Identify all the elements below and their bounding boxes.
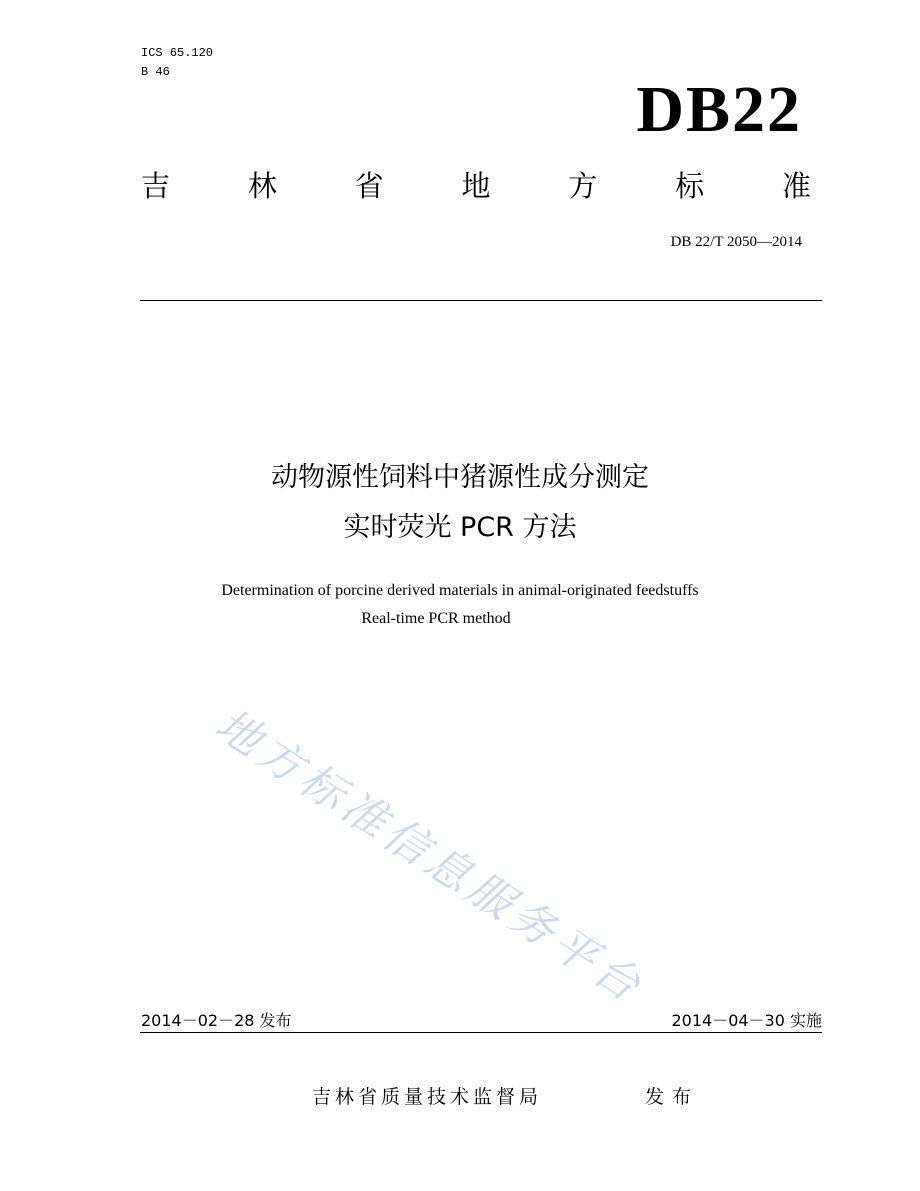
heading-char: 吉 [141, 169, 171, 203]
heading-char: 准 [781, 169, 811, 203]
heading-char: 标 [675, 169, 705, 203]
watermark-text: 地方标准信息服务平台 [206, 699, 654, 1015]
bottom-divider [140, 1032, 822, 1033]
title-en-line2: Real-time PCR method [361, 610, 511, 627]
implement-date: 2014－04－30 实施 [671, 1011, 822, 1030]
db22-logo: DB22 [636, 73, 802, 146]
title-en-line1: Determination of porcine derived materials in animal-originated feedstuffs [221, 582, 699, 599]
title-zh-line1: 动物源性饲料中猪源性成分测定 [271, 462, 649, 493]
heading-char: 地 [461, 169, 491, 203]
ics-code: ICS 65.120 [141, 46, 214, 60]
title-zh-line2: 实时荧光 PCR 方法 [343, 512, 577, 543]
publish-label: 发布 [645, 1086, 700, 1108]
ccs-code: B 46 [141, 65, 170, 79]
classification-codes [141, 44, 213, 82]
top-divider [140, 300, 822, 301]
heading-char: 省 [354, 169, 384, 203]
heading-char: 林 [247, 169, 277, 203]
province-standard-heading [141, 166, 811, 206]
issue-date: 2014－02－28 发布 [141, 1011, 292, 1030]
heading-char: 方 [568, 169, 598, 203]
issuing-authority: 吉林省质量技术监督局 [312, 1086, 543, 1108]
standard-number: DB 22/T 2050—2014 [670, 234, 802, 250]
